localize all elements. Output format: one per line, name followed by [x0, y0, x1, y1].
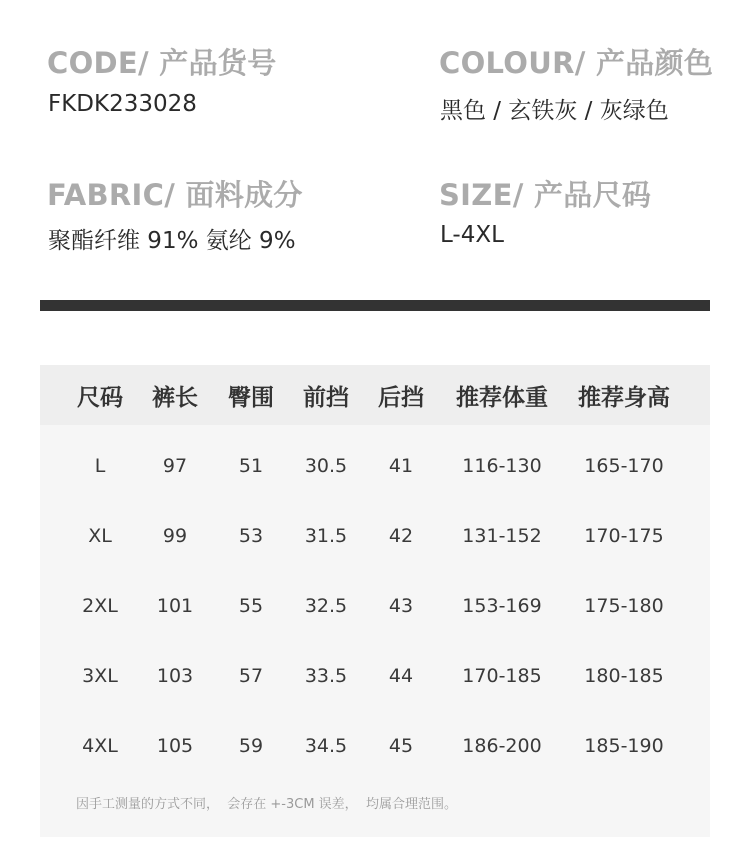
cell-weight: 170-185 [462, 665, 542, 687]
cell-length: 99 [162, 525, 188, 547]
cell-weight: 186-200 [462, 735, 542, 757]
cell-length: 101 [156, 595, 194, 617]
cell-back-rise: 45 [388, 735, 414, 757]
cell-front-rise: 33.5 [304, 665, 348, 687]
cell-height: 165-170 [584, 455, 664, 477]
cell-front-rise: 32.5 [304, 595, 348, 617]
cell-weight: 116-130 [462, 455, 542, 477]
cell-size: XL [88, 525, 112, 547]
size-table [40, 365, 710, 837]
cell-front-rise: 31.5 [304, 525, 348, 547]
cell-height: 185-190 [584, 735, 664, 757]
cell-size: 4XL [82, 735, 118, 757]
cell-size: L [94, 455, 106, 477]
table-row [40, 523, 710, 553]
cell-height: 175-180 [584, 595, 664, 617]
cell-hip: 55 [238, 595, 264, 617]
section-divider [40, 300, 710, 311]
table-row [40, 593, 710, 623]
measurement-note: 因手工测量的方式不同， 会存在 +-3CM 误差， 均属合理范围。 [76, 797, 457, 812]
table-header-row [40, 365, 710, 425]
cell-length: 103 [156, 665, 194, 687]
header-weight: 推荐体重 [456, 385, 548, 411]
cell-size: 2XL [82, 595, 118, 617]
size-label: SIZE/ 产品尺码 [439, 178, 652, 212]
colour-value: 黑色 / 玄铁灰 / 灰绿色 [440, 98, 669, 124]
cell-height: 180-185 [584, 665, 664, 687]
cell-hip: 57 [238, 665, 264, 687]
cell-length: 105 [156, 735, 194, 757]
table-row [40, 453, 710, 483]
cell-front-rise: 34.5 [304, 735, 348, 757]
cell-back-rise: 41 [388, 455, 414, 477]
table-row [40, 663, 710, 693]
header-back-rise: 后挡 [378, 385, 424, 411]
cell-hip: 51 [238, 455, 264, 477]
header-length: 裤长 [152, 385, 198, 411]
table-row [40, 733, 710, 763]
code-label: CODE/ 产品货号 [47, 46, 277, 80]
cell-back-rise: 42 [388, 525, 414, 547]
header-hip: 臀围 [228, 385, 274, 411]
colour-label: COLOUR/ 产品颜色 [439, 46, 714, 80]
cell-weight: 131-152 [462, 525, 542, 547]
cell-front-rise: 30.5 [304, 455, 348, 477]
fabric-value: 聚酯纤维 91% 氨纶 9% [48, 228, 296, 254]
header-front-rise: 前挡 [303, 385, 349, 411]
cell-hip: 53 [238, 525, 264, 547]
size-value: L-4XL [440, 222, 504, 248]
cell-hip: 59 [238, 735, 264, 757]
cell-height: 170-175 [584, 525, 664, 547]
cell-length: 97 [162, 455, 188, 477]
cell-back-rise: 44 [388, 665, 414, 687]
header-height: 推荐身高 [578, 385, 670, 411]
cell-weight: 153-169 [462, 595, 542, 617]
cell-size: 3XL [82, 665, 118, 687]
header-size: 尺码 [77, 385, 123, 411]
code-value: FKDK233028 [48, 91, 197, 117]
fabric-label: FABRIC/ 面料成分 [47, 178, 303, 212]
cell-back-rise: 43 [388, 595, 414, 617]
